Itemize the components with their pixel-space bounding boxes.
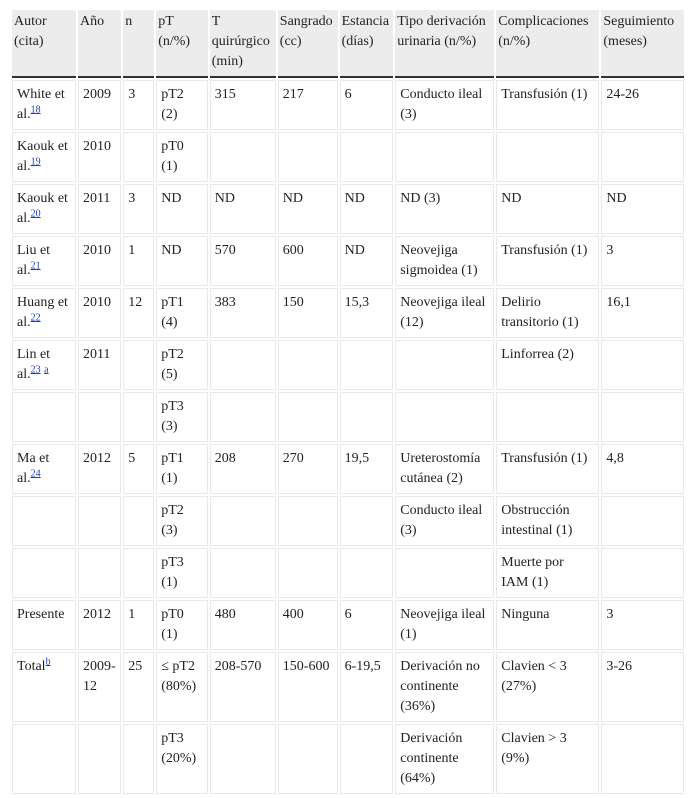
cell-diversion: Derivación continente (64%) (395, 724, 494, 794)
author-name: Kaouk et al. (17, 139, 68, 174)
cell-year: 2009-12 (78, 652, 121, 722)
cell-pt: pT2 (5) (156, 340, 208, 390)
cell-bleeding (278, 340, 338, 390)
cell-author (12, 444, 76, 494)
cell-complications: Transfusión (1) (496, 444, 599, 494)
cell-bleeding: 150-600 (278, 652, 338, 722)
cell-surgical-time: 315 (210, 80, 276, 130)
cell-stay: ND (340, 236, 394, 286)
cell-n (123, 132, 154, 182)
cell-surgical-time: 208-570 (210, 652, 276, 722)
cell-stay (340, 724, 394, 794)
cell-author (12, 340, 76, 390)
cell-bleeding: 600 (278, 236, 338, 286)
cell-complications: Clavien < 3 (27%) (496, 652, 599, 722)
table-row (12, 600, 684, 650)
cell-author (12, 724, 76, 794)
cell-bleeding (278, 392, 338, 442)
cell-year: 2012 (78, 444, 121, 494)
cell-followup: 3 (601, 236, 684, 286)
cell-complications: Obstrucción intestinal (1) (496, 496, 599, 546)
header-year: Año (78, 10, 121, 78)
cell-followup: 3 (601, 600, 684, 650)
cell-stay: 6 (340, 80, 394, 130)
cell-year (78, 392, 121, 442)
cell-year: 2010 (78, 132, 121, 182)
cell-surgical-time (210, 548, 276, 598)
table-row (12, 444, 684, 494)
cell-pt: pT2 (3) (156, 496, 208, 546)
table-row (12, 288, 684, 338)
table-row (12, 340, 684, 390)
cell-followup: ND (601, 184, 684, 234)
cell-surgical-time: 383 (210, 288, 276, 338)
cell-followup (601, 132, 684, 182)
cell-followup: 4,8 (601, 444, 684, 494)
cell-bleeding (278, 724, 338, 794)
cell-n: 5 (123, 444, 154, 494)
cell-diversion: Neovejiga ileal (12) (395, 288, 494, 338)
table-row (12, 392, 684, 442)
cell-n (123, 340, 154, 390)
table-row (12, 132, 684, 182)
cell-diversion (395, 548, 494, 598)
cell-pt: pT0 (1) (156, 600, 208, 650)
cell-n (123, 496, 154, 546)
cell-year: 2011 (78, 184, 121, 234)
cell-followup: 24-26 (601, 80, 684, 130)
cell-bleeding (278, 548, 338, 598)
cell-author (12, 288, 76, 338)
author-name: Total (17, 659, 46, 674)
cell-stay (340, 392, 394, 442)
citation-link[interactable]: 20 (30, 208, 41, 220)
cell-diversion: Neovejiga sigmoidea (1) (395, 236, 494, 286)
table-row (12, 80, 684, 130)
cell-year (78, 496, 121, 546)
cell-n: 3 (123, 184, 154, 234)
cell-bleeding: 400 (278, 600, 338, 650)
cell-stay (340, 496, 394, 546)
cell-bleeding: 217 (278, 80, 338, 130)
cell-diversion (395, 340, 494, 390)
results-table (10, 8, 686, 796)
cell-surgical-time (210, 496, 276, 546)
cell-n: 1 (123, 600, 154, 650)
citation-link[interactable]: 18 (30, 104, 41, 116)
cell-complications: Linforrea (2) (496, 340, 599, 390)
cell-complications (496, 392, 599, 442)
cell-year: 2010 (78, 288, 121, 338)
cell-pt: pT2 (2) (156, 80, 208, 130)
header-n: n (123, 10, 154, 78)
cell-author (12, 652, 76, 722)
cell-surgical-time: ND (210, 184, 276, 234)
cell-bleeding: ND (278, 184, 338, 234)
cell-followup (601, 548, 684, 598)
cell-n: 3 (123, 80, 154, 130)
cell-author (12, 548, 76, 598)
cell-stay: 15,3 (340, 288, 394, 338)
cell-followup (601, 724, 684, 794)
footnote-link[interactable]: a (44, 364, 49, 376)
author-name: Presente (17, 607, 65, 622)
cell-complications: Delirio transitorio (1) (496, 288, 599, 338)
citation-link[interactable]: 21 (30, 260, 41, 272)
cell-year (78, 724, 121, 794)
cell-surgical-time (210, 340, 276, 390)
header-complications: Complicaciones (n/%) (496, 10, 599, 78)
cell-followup: 16,1 (601, 288, 684, 338)
cell-surgical-time (210, 392, 276, 442)
cell-bleeding: 270 (278, 444, 338, 494)
cell-surgical-time: 570 (210, 236, 276, 286)
author-name: Huang et al. (17, 295, 68, 330)
cell-pt: ND (156, 236, 208, 286)
cell-pt: pT3 (1) (156, 548, 208, 598)
cell-complications: Ninguna (496, 600, 599, 650)
author-name: Liu et al. (17, 243, 51, 278)
cell-complications: Transfusión (1) (496, 236, 599, 286)
cell-followup: 3-26 (601, 652, 684, 722)
header-author: Autor (cita) (12, 10, 76, 78)
author-name: Lin et al. (17, 347, 51, 382)
cell-surgical-time: 208 (210, 444, 276, 494)
cell-complications: Muerte por IAM (1) (496, 548, 599, 598)
author-name: Ma et al. (17, 451, 50, 486)
header-bleeding: Sangrado (cc) (278, 10, 338, 78)
cell-n: 25 (123, 652, 154, 722)
header-diversion: Tipo derivación urinaria (n/%) (395, 10, 494, 78)
table-row (12, 652, 684, 722)
header-stay: Estancia (días) (340, 10, 394, 78)
author-name: Kaouk et al. (17, 191, 68, 226)
cell-surgical-time (210, 724, 276, 794)
cell-author (12, 236, 76, 286)
table-row (12, 724, 684, 794)
cell-year: 2009 (78, 80, 121, 130)
cell-followup (601, 496, 684, 546)
cell-author (12, 184, 76, 234)
cell-author (12, 80, 76, 130)
cell-diversion: Conducto ileal (3) (395, 496, 494, 546)
author-name: White et al. (17, 87, 65, 122)
cell-pt: pT1 (1) (156, 444, 208, 494)
cell-surgical-time: 480 (210, 600, 276, 650)
cell-pt: pT3 (20%) (156, 724, 208, 794)
cell-author (12, 392, 76, 442)
cell-complications: Clavien > 3 (9%) (496, 724, 599, 794)
cell-author (12, 600, 76, 650)
cell-n (123, 548, 154, 598)
cell-bleeding (278, 496, 338, 546)
table-row (12, 496, 684, 546)
cell-pt: pT3 (3) (156, 392, 208, 442)
cell-diversion: Derivación no continente (36%) (395, 652, 494, 722)
cell-complications (496, 132, 599, 182)
cell-stay: 19,5 (340, 444, 394, 494)
cell-diversion: ND (3) (395, 184, 494, 234)
cell-stay: 6 (340, 600, 394, 650)
cell-year: 2012 (78, 600, 121, 650)
cell-stay: 6-19,5 (340, 652, 394, 722)
cell-stay (340, 548, 394, 598)
cell-author (12, 132, 76, 182)
cell-year: 2011 (78, 340, 121, 390)
citation-link[interactable]: 22 (30, 312, 41, 324)
cell-year (78, 548, 121, 598)
cell-followup (601, 340, 684, 390)
footnote-link[interactable]: b (45, 656, 51, 668)
cell-complications: ND (496, 184, 599, 234)
cell-diversion (395, 132, 494, 182)
cell-bleeding: 150 (278, 288, 338, 338)
cell-diversion (395, 392, 494, 442)
cell-pt: pT1 (4) (156, 288, 208, 338)
table-row (12, 236, 684, 286)
cell-author (12, 496, 76, 546)
header-row (12, 10, 684, 78)
citation-link[interactable]: 23 (30, 364, 41, 376)
cell-stay (340, 340, 394, 390)
table-row (12, 184, 684, 234)
cell-bleeding (278, 132, 338, 182)
cell-diversion: Neovejiga ileal (1) (395, 600, 494, 650)
citation-link[interactable]: 24 (30, 468, 41, 480)
header-followup: Seguimiento (meses) (601, 10, 684, 78)
table-row (12, 548, 684, 598)
cell-n: 12 (123, 288, 154, 338)
cell-pt: ND (156, 184, 208, 234)
cell-n (123, 392, 154, 442)
cell-pt: pT0 (1) (156, 132, 208, 182)
cell-stay: ND (340, 184, 394, 234)
header-pt: pT (n/%) (156, 10, 208, 78)
citation-link[interactable]: 19 (30, 156, 41, 168)
cell-pt: ≤ pT2 (80%) (156, 652, 208, 722)
cell-n: 1 (123, 236, 154, 286)
cell-followup (601, 392, 684, 442)
cell-surgical-time (210, 132, 276, 182)
cell-year: 2010 (78, 236, 121, 286)
cell-stay (340, 132, 394, 182)
cell-complications: Transfusión (1) (496, 80, 599, 130)
cell-diversion: Conducto ileal (3) (395, 80, 494, 130)
header-surgical-time: T quirúrgico (min) (210, 10, 276, 78)
cell-n (123, 724, 154, 794)
cell-diversion: Ureterostomía cutánea (2) (395, 444, 494, 494)
